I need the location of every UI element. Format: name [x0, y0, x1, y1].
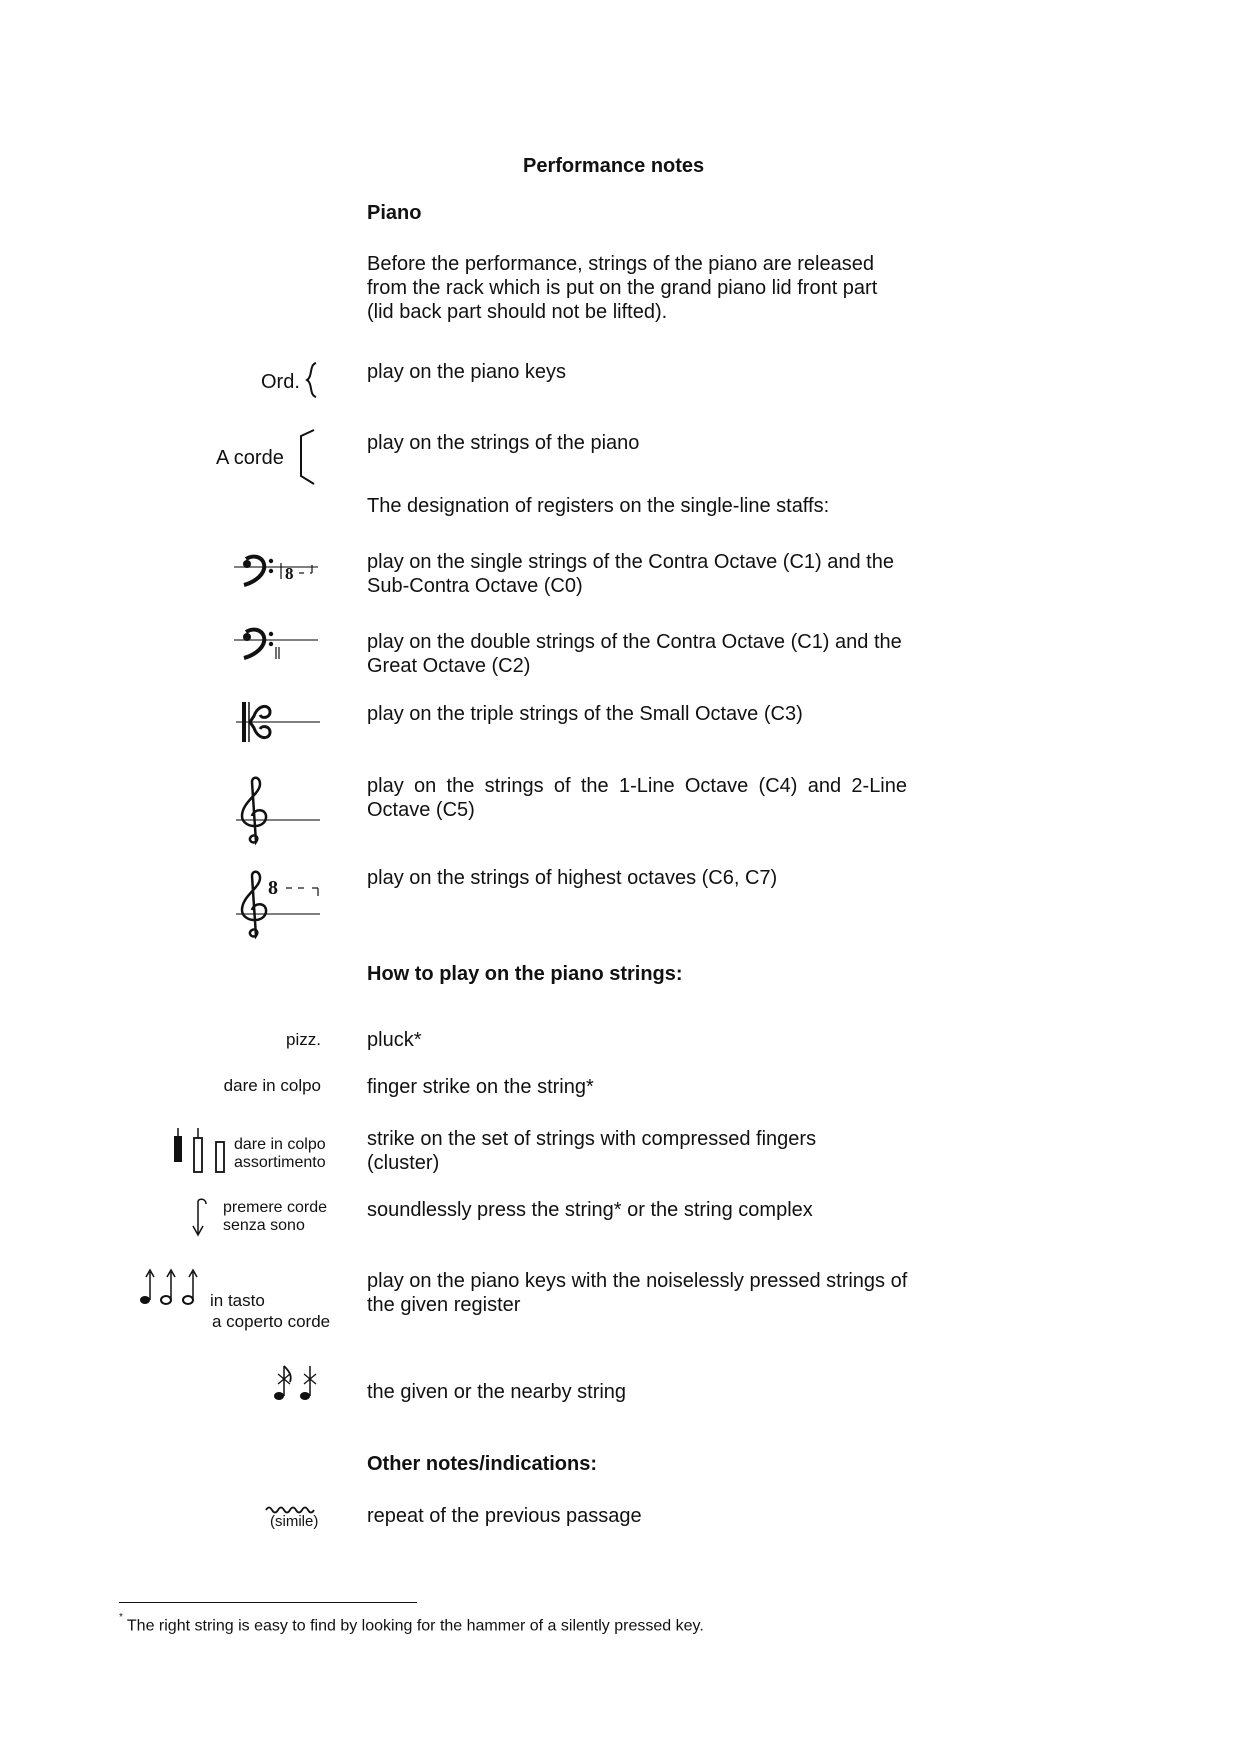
- register-triple-strings-text: play on the triple strings of the Small Octave (C3): [367, 703, 803, 725]
- treble-clef-8va-icon: [236, 870, 326, 944]
- footnote-divider: [119, 1602, 417, 1603]
- pizz-label: pizz.: [286, 1030, 321, 1049]
- register-line-octaves-text: play on the strings of the 1-Line Octave (C4) and 2-Line Octave (C5): [367, 775, 907, 821]
- howto-press-text: soundlessly press the string* or the string complex: [367, 1199, 813, 1221]
- in-tasto-label: in tasto: [210, 1291, 265, 1310]
- alto-clef-icon: [236, 700, 324, 744]
- press-arrow-icon: [192, 1198, 212, 1238]
- register-single-strings-text: play on the single strings of the Contra Octave (C1) and the Sub-Contra Octave (C0): [367, 551, 894, 597]
- other-heading: Other notes/indications:: [367, 1453, 598, 1475]
- ottava-bassa-mark: 8: [285, 564, 294, 583]
- howto-heading: How to play on the piano strings:: [367, 963, 683, 985]
- registers-heading: The designation of registers on the single-line staffs:: [367, 495, 830, 517]
- crossed-note-icon: [272, 1362, 322, 1404]
- bracket-icon: [296, 428, 318, 486]
- premere-label-2: senza sono: [223, 1217, 305, 1234]
- intro-paragraph: Before the performance, strings of the piano are released from the rack which is put on the grand piano lid front part (lid back part should not be lifted).: [367, 253, 878, 323]
- cluster-label-2: assortimento: [234, 1154, 326, 1171]
- coperto-corde-label: a coperto corde: [212, 1312, 331, 1331]
- section-heading-piano: Piano: [367, 202, 422, 224]
- other-repeat-text: repeat of the previous passage: [367, 1505, 642, 1527]
- footnote: [119, 1612, 704, 1636]
- premere-label-1: premere corde: [223, 1199, 328, 1216]
- item-ord-text: play on the piano keys: [367, 361, 567, 383]
- item-a-corde-text: play on the strings of the piano: [367, 432, 640, 454]
- cluster-symbols-icon: [171, 1128, 231, 1176]
- howto-finger-strike-text: finger strike on the string*: [367, 1076, 594, 1098]
- simile-label: (simile): [270, 1513, 319, 1530]
- bass-clef-double-icon: [234, 625, 322, 661]
- a-corde-label: A corde: [216, 447, 284, 469]
- page-title: Performance notes: [523, 155, 705, 177]
- ord-label: Ord.: [261, 371, 300, 393]
- howto-cluster-text: strike on the set of strings with compressed fingers (cluster): [367, 1128, 817, 1174]
- howto-nearby-string-text: the given or the nearby string: [367, 1381, 627, 1403]
- dare-in-colpo-label: dare in colpo: [223, 1076, 321, 1095]
- howto-pluck-text: pluck*: [367, 1029, 422, 1051]
- brace-icon: [304, 362, 320, 398]
- howto-covered-keys-text: play on the piano keys with the noiselessly pressed strings of the given register: [367, 1270, 908, 1316]
- register-highest-octaves-text: play on the strings of highest octaves (C6, C7): [367, 867, 778, 889]
- ottava-alta-mark: 8: [268, 877, 278, 899]
- register-double-strings-text: play on the double strings of the Contra Octave (C1) and the Great Octave (C2): [367, 631, 902, 677]
- footnote-text: The right string is easy to find by looking for the hammer of a silently pressed key.: [126, 1617, 704, 1635]
- bass-clef-8-icon: [234, 551, 322, 587]
- covered-notes-icon: [138, 1268, 204, 1308]
- footnote-mark: *: [119, 1612, 123, 1623]
- cluster-label-1: dare in colpo: [234, 1136, 326, 1153]
- treble-clef-icon: [236, 776, 324, 850]
